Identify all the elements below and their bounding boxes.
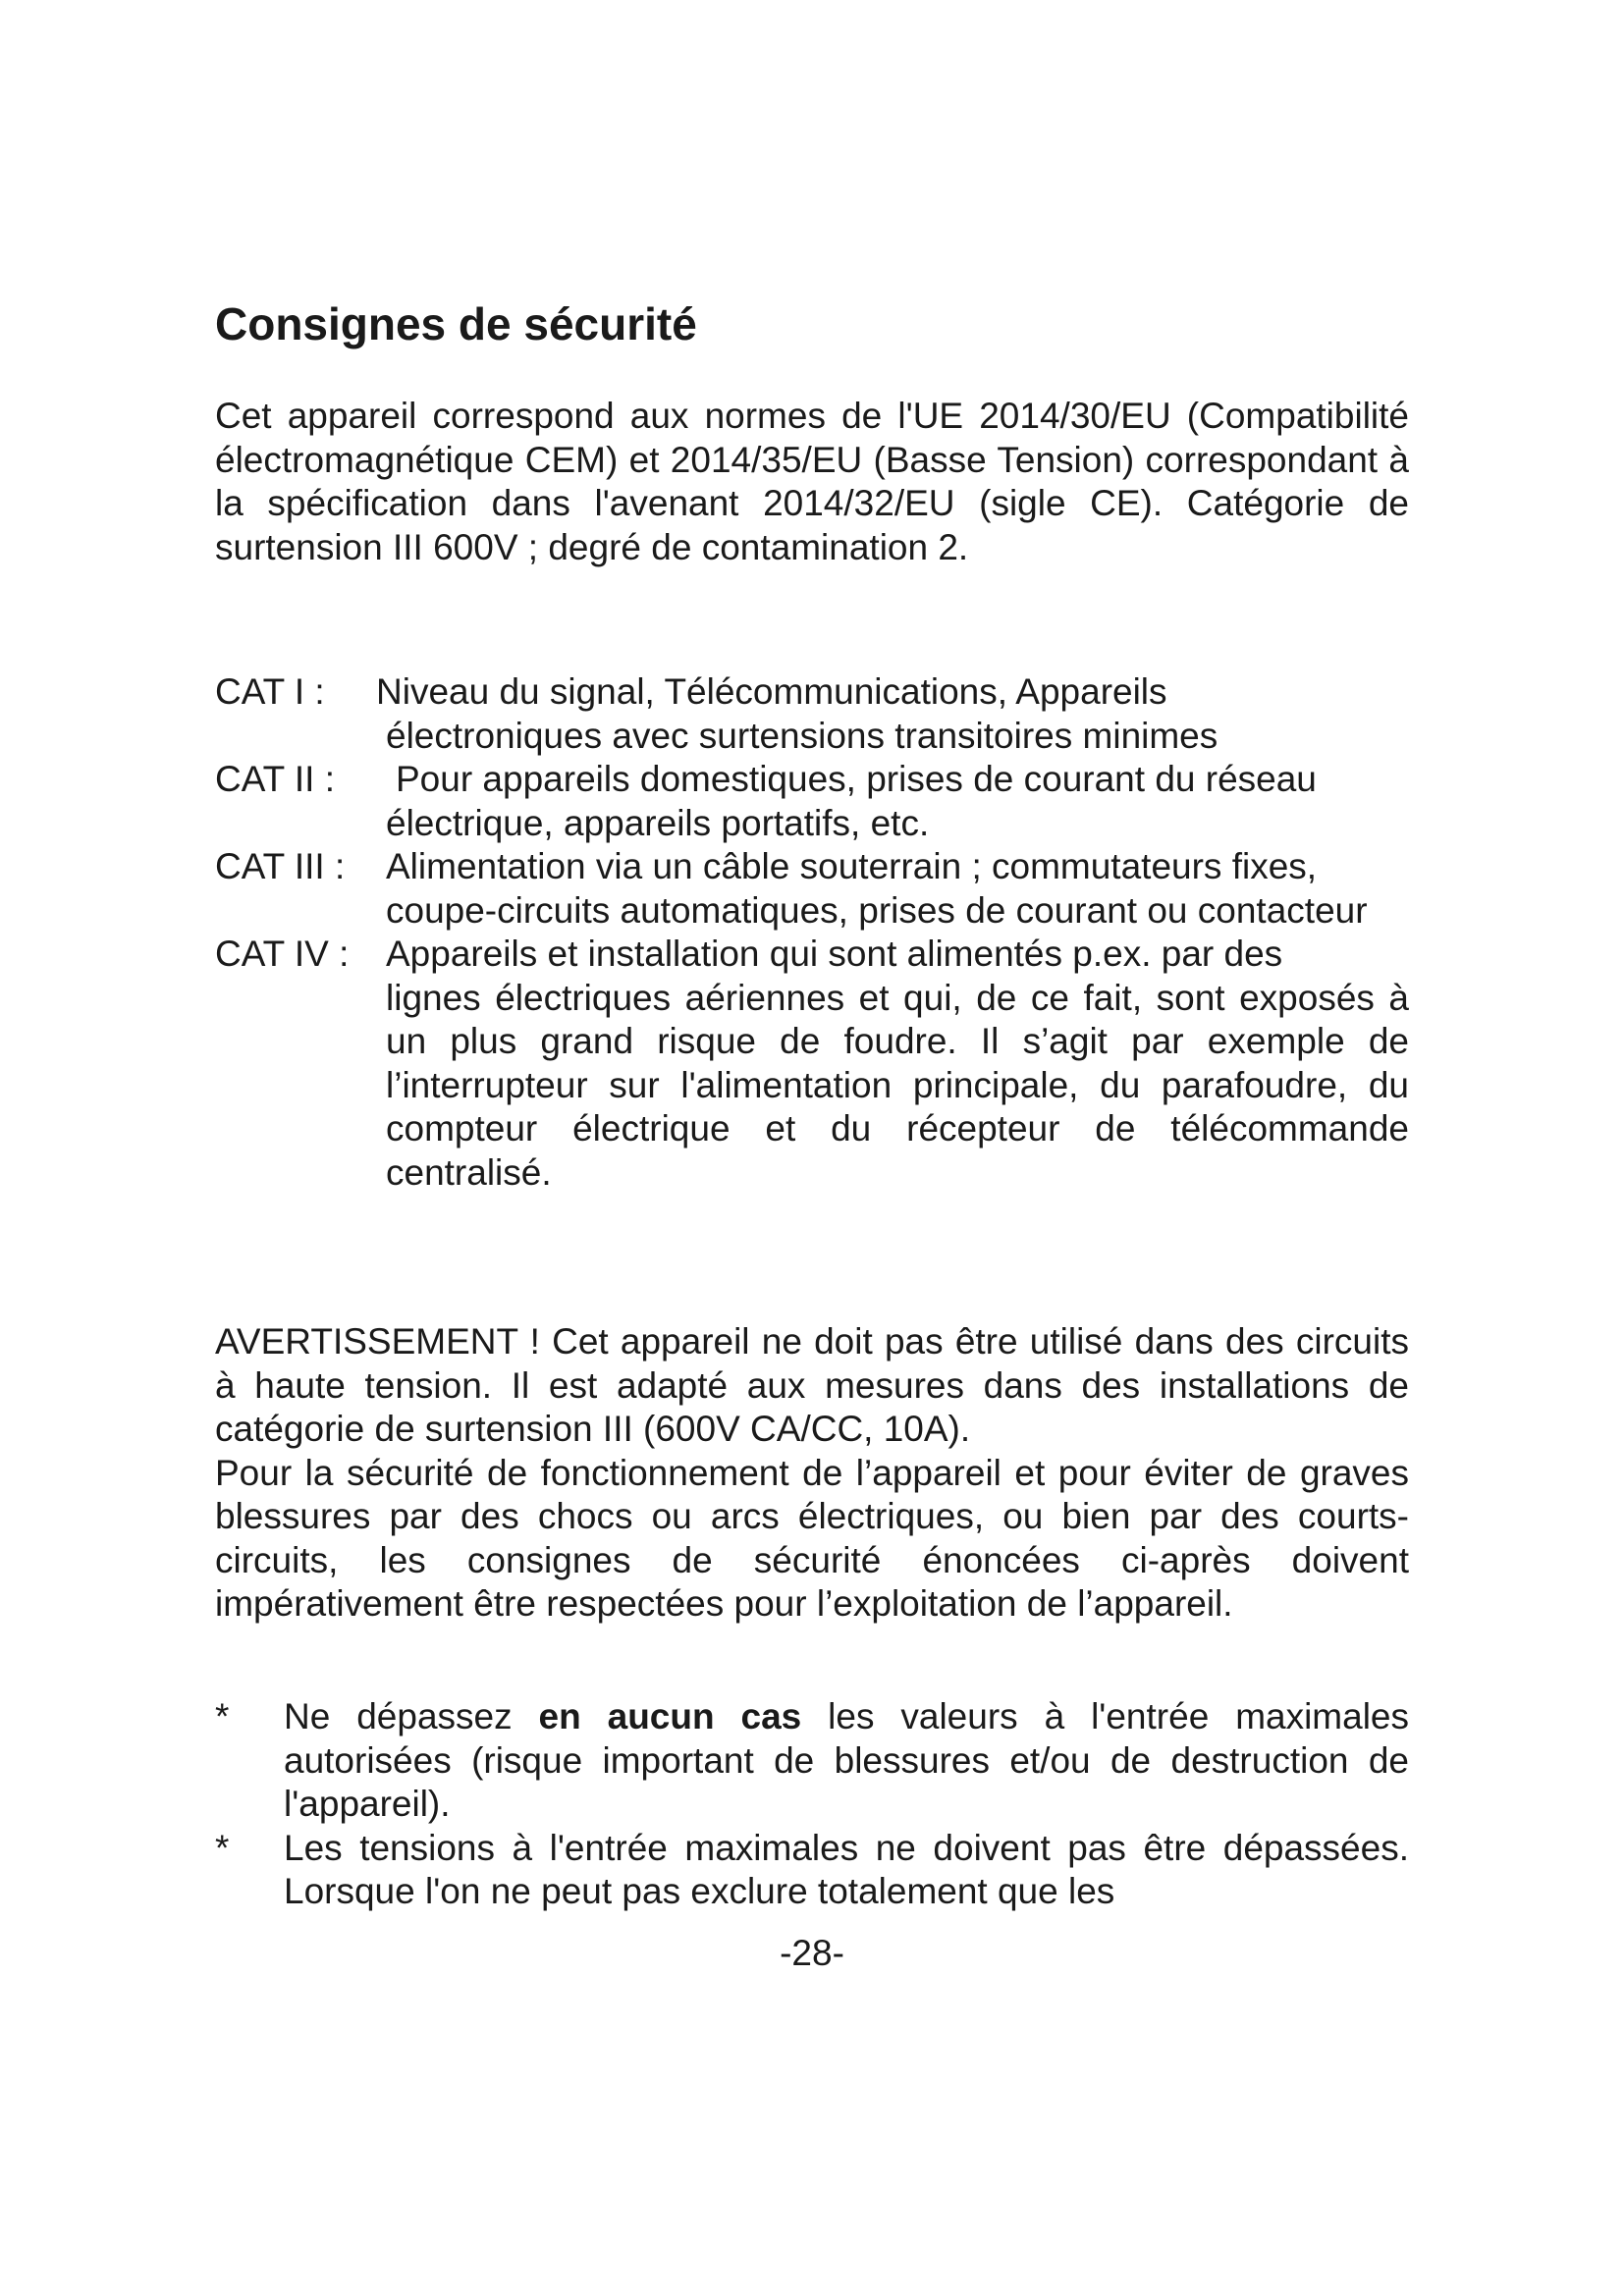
category-first-line: Appareils et installation qui sont alimentés p.ex. par des bbox=[386, 934, 1283, 974]
category-item bbox=[215, 758, 1409, 845]
category-label: CAT IV : bbox=[215, 934, 350, 974]
category-first-line: Alimentation via un câble souterrain ; commutateurs fixes, bbox=[386, 846, 1318, 886]
warning-paragraph: AVERTISSEMENT ! Cet appareil ne doit pas être utilisé dans des circuits à haute tension. Il est adapté aux mesures dans des installations de catégorie de surtension III (600V CA/CC, 10A). bbox=[215, 1321, 1409, 1449]
list-item bbox=[215, 1695, 1409, 1827]
category-item bbox=[215, 845, 1409, 933]
category-list bbox=[215, 670, 1409, 1195]
bullet-star-icon: * bbox=[215, 1827, 230, 1868]
bullet-text: Ne dépassez bbox=[284, 1696, 539, 1736]
safety-paragraph: Pour la sécurité de fonctionnement de l’appareil et pour éviter de graves blessures par des chocs ou arcs électriques, ou bien par des courts-circuits, les consignes de sécurité énoncées ci-après doivent impérativement être respectées pour l’exploitation de l’appareil. bbox=[215, 1452, 1409, 1624]
category-label: CAT I : bbox=[215, 671, 325, 712]
category-description: coupe-circuits automatiques, prises de courant ou contacteur bbox=[386, 889, 1368, 931]
category-label: CAT II : bbox=[215, 759, 335, 799]
category-label: CAT III : bbox=[215, 846, 346, 886]
category-first-line: Niveau du signal, Télécommunications, Appareils bbox=[376, 671, 1167, 712]
category-description: électrique, appareils portatifs, etc. bbox=[386, 802, 930, 843]
category-first-line: Pour appareils domestiques, prises de courant du réseau bbox=[396, 759, 1317, 799]
category-description: électroniques avec surtensions transitoires minimes bbox=[386, 715, 1218, 756]
category-item bbox=[215, 933, 1409, 1195]
bullet-text: les valeurs à l'entrée maximales autorisées (risque important de blessures et/ou de destruction de l'appareil). bbox=[284, 1696, 1410, 1824]
page-number: -28- bbox=[780, 1933, 844, 1973]
bullet-emphasis: en aucun cas bbox=[538, 1696, 802, 1736]
warning-section bbox=[215, 1320, 1409, 1627]
bullet-text: Les tensions à l'entrée maximales ne doivent pas être dépassées. Lorsque l'on ne peut pas exclure totalement que les bbox=[284, 1827, 1409, 1911]
category-description: lignes électriques aériennes et qui, de ce fait, sont exposés à un plus grand risque de foudre. Il s’agit par exemple de l’interrupteur sur l'alimentation principale, du parafoudre, du compteur électrique et du récepteur de télécommande centralisé. bbox=[386, 977, 1409, 1193]
bullet-star-icon: * bbox=[215, 1696, 230, 1736]
list-item bbox=[215, 1827, 1409, 1914]
category-item bbox=[215, 670, 1409, 758]
safety-bullet-list bbox=[215, 1695, 1409, 1914]
page-title: Consignes de sécurité bbox=[215, 298, 697, 349]
intro-paragraph: Cet appareil correspond aux normes de l'UE 2014/30/EU (Compatibilité électromagnétique CEM) et 2014/35/EU (Basse Tension) correspondant à la spécification dans l'avenant 2014/32/EU (sigle CE). Catégorie de surtension III 600V ; degré de contamination 2. bbox=[215, 396, 1409, 567]
